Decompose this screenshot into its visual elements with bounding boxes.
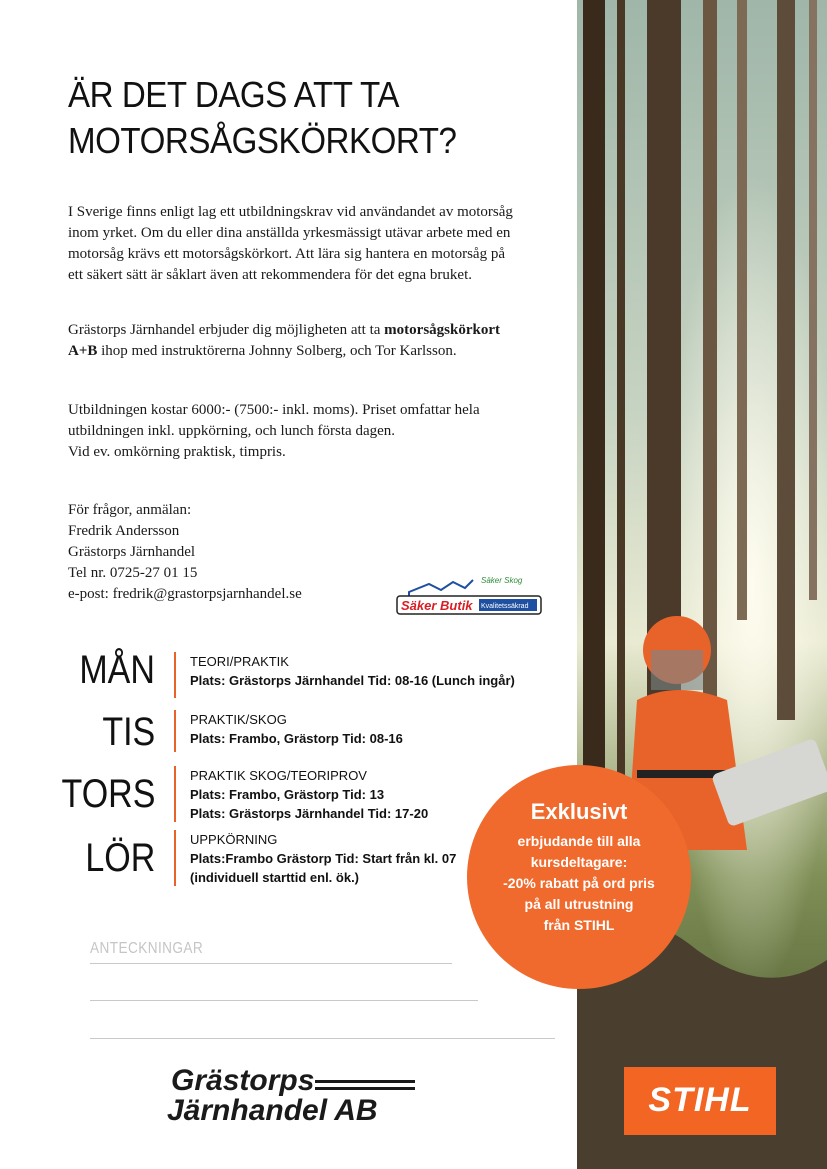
session-details: Plats: Frambo, Grästorp Tid: 13 [190, 787, 385, 802]
day-label: MÅN [79, 648, 155, 692]
session-title: PRAKTIK/SKOG [190, 712, 287, 727]
title-line: ÄR DET DAGS ATT TA [68, 74, 399, 115]
forest-chainsaw-photo [577, 0, 827, 1169]
day-label: LÖR [85, 836, 155, 880]
session-details: Plats:Frambo Grästorp Tid: Start från kl. 07 [190, 851, 457, 866]
notes-line [90, 1038, 555, 1039]
contact-block: För frågor, anmälan: Fredrik Andersson Grästorps Järnhandel Tel nr. 0725-27 01 15 e-post: fredrik@grastorpsjarnhandel.se [68, 500, 568, 605]
notes-label: ANTECKNINGAR [90, 940, 204, 957]
row-divider [174, 652, 176, 698]
svg-text:Järnhandel AB: Järnhandel AB [167, 1094, 378, 1126]
svg-text:Grästorps: Grästorps [171, 1064, 315, 1097]
saker-butik-logo [395, 572, 543, 618]
email-address[interactable]: e-post: fredrik@grastorpsjarnhandel.se [68, 586, 302, 602]
grastorps-jarnhandel-logo [165, 1062, 417, 1126]
session-title: TEORI/PRAKTIK [190, 654, 289, 669]
session-details: Plats: Grästorps Järnhandel Tid: 17-20 [190, 806, 429, 821]
row-divider [174, 710, 176, 752]
notes-line [90, 1000, 478, 1001]
offer-paragraph: Grästorps Järnhandel erbjuder dig möjligheten att ta motorsågskörkort A+B ihop med instruktörerna Johnny Solberg, och Tor Karlsson. [68, 322, 500, 359]
row-divider [174, 830, 176, 886]
session-details: (individuell starttid enl. ök.) [190, 870, 360, 885]
day-label: TORS [61, 772, 155, 816]
phone-number: Tel nr. 0725-27 01 15 [68, 565, 198, 581]
offer-text: erbjudande till alla kursdeltagare: -20% rabatt på ord pris på all utrustning från STIHL [503, 833, 655, 933]
price-paragraph: Utbildningen kostar 6000:- (7500:- inkl. moms). Priset omfattar hela utbildningen inkl. uppkörning, och lunch första dagen. Vid ev. omkörning praktisk, timpris. [68, 402, 480, 460]
session-details: Plats: Frambo, Grästorp Tid: 08-16 [190, 731, 403, 746]
notes-line [90, 963, 452, 964]
offer-circle [467, 765, 691, 989]
svg-text:Kvalitetssäkrad: Kvalitetssäkrad [481, 603, 529, 610]
stihl-logo: STIHL [624, 1067, 776, 1135]
svg-text:Säker Butik: Säker Butik [401, 598, 473, 613]
row-divider [174, 766, 176, 822]
page-title [68, 72, 528, 164]
day-label: TIS [102, 710, 155, 754]
svg-text:Säker Skog: Säker Skog [481, 576, 523, 585]
offer-heading: Exklusivt [530, 799, 628, 824]
session-title: UPPKÖRNING [190, 832, 278, 847]
session-details: Plats: Grästorps Järnhandel Tid: 08-16 (Lunch ingår) [190, 673, 515, 688]
session-title: PRAKTIK SKOG/TEORIPROV [190, 768, 367, 783]
intro-paragraph: I Sverige finns enligt lag ett utbildningskrav vid användandet av motorsåg inom yrket. Om du eller dina anställda yrkesmässigt utävar arbete med en motorsåg krävs ett motorsågskörkort. Att lära sig hantera en motorsåg på ett säkert sätt är såklart även att rekommendera för det egna bruket. [68, 204, 513, 283]
title-line: MOTORSÅGSKÖRKORT? [68, 120, 457, 161]
